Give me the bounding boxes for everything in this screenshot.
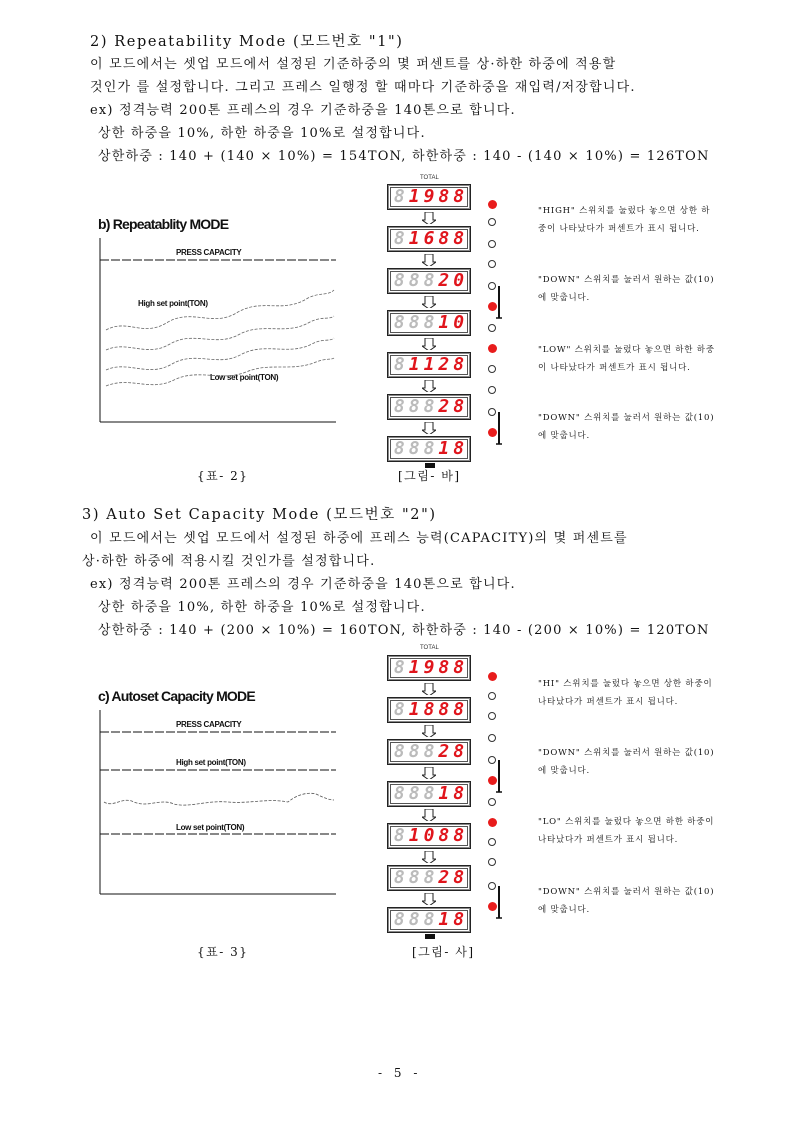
display-digit: 8 [408,396,420,417]
display-digit: 8 [393,396,405,417]
display-digit: 8 [453,783,465,804]
display-digit: 2 [438,741,450,762]
down-arrow-icon [422,212,436,224]
display-digit: 8 [453,825,465,846]
display-digit: 8 [453,186,465,207]
display-digit: 8 [393,867,405,888]
display-digit: 8 [423,270,435,291]
section3-line-4: 상한 하중을 10%, 하한 하중을 10%로 설정합니다. [98,600,426,615]
seven-segment-display [387,655,471,681]
display-digits [390,910,468,930]
note-2-2: "DOWN" 스위치를 눌러서 원하는 값(10)에 맞춥니다. [538,275,715,303]
down-arrow-icon [422,767,436,779]
down-arrow-icon [422,296,436,308]
display-digit: 1 [408,186,420,207]
section2-line-5: 상한하중 : 140 + (140 × 10%) = 154TON, 하한하중 : 140 - (140 × 10%) = 126TON [98,149,710,164]
led-indicator [488,818,497,827]
seven-segment-display [387,781,471,807]
section3-line-1: 이 모드에서는 셋업 모드에서 설정된 하중에 프레스 능력(CAPACITY)의 몇 퍼센트를 [90,531,628,546]
display-digit: 2 [438,867,450,888]
autoset-press-capacity-label: PRESS CAPACITY [176,720,242,729]
display-digit: 1 [408,228,420,249]
section3-line-2: 상·하한 하중에 적용시킬 것인가를 설정합니다. [82,554,376,569]
seven-segment-display [387,268,471,294]
display-digit: 0 [453,270,465,291]
autoset-chart-svg [98,682,338,897]
note-3-3: "LO" 스위치를 눌렀다 놓으면 하한 하중이 나타났다가 퍼센트가 표시 됩니다. [538,817,715,845]
display-digit: 0 [453,312,465,333]
autoset-low-label: Low set point(TON) [176,823,245,832]
led-indicator [488,240,496,248]
display-digit: 8 [438,228,450,249]
display-digit: 8 [453,396,465,417]
display-digit: 8 [423,741,435,762]
switch-press-indicator [494,282,504,322]
display-digit: 8 [393,741,405,762]
display-digit: 8 [438,657,450,678]
display-digit: 8 [453,699,465,720]
repeatability-press-capacity-label: PRESS CAPACITY [176,248,242,257]
autoset-chart-title: c) Autoset Capacity MODE [98,688,255,704]
led-indicator [488,218,496,226]
display-digits [390,271,468,291]
display-digit: 1 [438,438,450,459]
led-indicator [488,324,496,332]
section3-line-3: ex) 정격능력 200톤 프레스의 경우 기준하중을 140톤으로 합니다. [90,577,516,592]
display-digit: 1 [408,354,420,375]
display-digit: 2 [438,270,450,291]
display-digit: 8 [408,270,420,291]
display-digits [390,700,468,720]
led-indicator [488,260,496,268]
led-indicator [488,798,496,806]
display-digit: 8 [393,909,405,930]
display-digit: 8 [408,741,420,762]
section2-heading: 2) Repeatability Mode (모드번호 "1") [90,34,404,50]
display-digit: 8 [393,783,405,804]
seven-segment-display [387,226,471,252]
display-digit: 9 [423,657,435,678]
down-arrow-icon [422,851,436,863]
repeatability-low-label: Low set point(TON) [210,373,279,382]
display-digit: 8 [393,699,405,720]
switch-press-indicator [494,882,504,922]
note-2-4: "DOWN" 스위치를 눌러서 원하는 값(10)에 맞춥니다. [538,413,715,441]
display-digit: 8 [408,312,420,333]
display-digits [390,868,468,888]
led-indicator [488,344,497,353]
seven-segment-display [387,394,471,420]
section3-heading: 3) Auto Set Capacity Mode (모드번호 "2") [82,507,437,523]
display-digits [390,439,468,459]
switch-press-indicator [494,756,504,796]
down-arrow-icon [422,725,436,737]
display-digit: 8 [423,699,435,720]
section3-line-5: 상한하중 : 140 + (200 × 10%) = 160TON, 하한하중 : 140 - (200 × 10%) = 120TON [98,623,710,638]
led-indicator [488,712,496,720]
total-label-3: TOTAL [420,645,439,651]
down-arrow-icon [422,422,436,434]
display-digit: 8 [423,783,435,804]
display-digit: 8 [438,825,450,846]
section2-line-4: 상한 하중을 10%, 하한 하중을 10%로 설정합니다. [98,126,426,141]
display-digit: 8 [423,867,435,888]
seven-segment-display [387,352,471,378]
display-digit: 8 [393,228,405,249]
display-digit: 8 [453,228,465,249]
table-caption-2: {표- 2} [197,469,249,483]
display-digit: 8 [408,438,420,459]
down-arrow-icon [422,893,436,905]
total-label-2: TOTAL [420,175,439,181]
display-digit: 8 [393,354,405,375]
led-indicator [488,734,496,742]
down-arrow-icon [422,380,436,392]
note-3-2: "DOWN" 스위치를 눌러서 원하는 값(10)에 맞춥니다. [538,748,715,776]
display-digit: 1 [408,825,420,846]
display-digit: 8 [453,909,465,930]
display-digit: 8 [453,657,465,678]
down-arrow-icon [422,338,436,350]
seven-segment-display [387,310,471,336]
display-digit: 8 [393,186,405,207]
display-digits [390,313,468,333]
display-digits [390,658,468,678]
led-indicator [488,365,496,373]
switch-press-indicator [494,408,504,448]
display-digit: 8 [453,354,465,375]
display-digits [390,229,468,249]
display-digit: 8 [393,825,405,846]
display-digit: 1 [408,657,420,678]
display-digit: 1 [408,699,420,720]
display-digit: 1 [438,909,450,930]
autoset-chart [98,682,338,897]
note-3-1: "HI" 스위치를 눌렀다 놓으면 상한 하중이 나타났다가 퍼센트가 표시 됩니다. [538,679,713,707]
display-digit: 1 [423,354,435,375]
display-digit: 2 [438,396,450,417]
led-indicator [488,692,496,700]
display-digit: 0 [423,825,435,846]
display-digit: 9 [423,186,435,207]
display-digits [390,187,468,207]
page-number: - 5 - [378,1066,422,1080]
led-indicator [488,672,497,681]
seven-segment-display [387,697,471,723]
note-3-4: "DOWN" 스위치를 눌러서 원하는 값(10)에 맞춥니다. [538,887,715,915]
display-digits [390,784,468,804]
note-2-1: "HIGH" 스위치를 눌렀다 놓으면 상한 하중이 나타났다가 퍼센트가 표시 됩니다. [538,206,711,234]
display-digit: 8 [408,909,420,930]
display-digit: 8 [438,186,450,207]
display-digit: 6 [423,228,435,249]
display-digit: 1 [438,783,450,804]
display-digit: 8 [453,438,465,459]
display-digits [390,397,468,417]
seven-segment-display [387,184,471,210]
display-digit: 2 [438,354,450,375]
display-base-bar [425,934,435,939]
figure-caption-2: [그림- 바] [398,469,461,483]
down-arrow-icon [422,809,436,821]
figure-caption-3: [그림- 사] [412,945,475,959]
seven-segment-display [387,865,471,891]
led-indicator [488,386,496,394]
display-digit: 8 [393,270,405,291]
display-digit: 8 [423,909,435,930]
display-digit: 8 [438,699,450,720]
display-digit: 8 [408,867,420,888]
repeatability-chart-svg [98,210,338,425]
display-digit: 8 [453,867,465,888]
down-arrow-icon [422,683,436,695]
seven-segment-display [387,436,471,462]
display-digit: 8 [393,312,405,333]
led-indicator [488,200,497,209]
repeatability-high-label: High set point(TON) [138,299,208,308]
display-digit: 8 [393,438,405,459]
led-indicator [488,858,496,866]
seven-segment-display [387,907,471,933]
section2-line-1: 이 모드에서는 셋업 모드에서 설정된 기준하중의 몇 퍼센트를 상·하한 하중에 적용할 [90,57,617,72]
display-digit: 8 [393,657,405,678]
section2-line-3: ex) 정격능력 200톤 프레스의 경우 기준하중을 140톤으로 합니다. [90,103,516,118]
table-caption-3: {표- 3} [197,945,249,959]
display-digit: 1 [438,312,450,333]
seven-segment-display [387,823,471,849]
section2-line-2: 것인가 를 설정합니다. 그리고 프레스 일행정 할 때마다 기준하중을 재입력/저장합니다. [90,80,636,95]
repeatability-chart-title: b) Repeatablity MODE [98,216,229,232]
display-digit: 8 [423,438,435,459]
display-digits [390,826,468,846]
display-digit: 8 [408,783,420,804]
display-digit: 8 [423,312,435,333]
autoset-high-label: High set point(TON) [176,758,246,767]
down-arrow-icon [422,254,436,266]
display-digit: 8 [453,741,465,762]
display-digits [390,742,468,762]
note-2-3: "LOW" 스위치를 눌렀다 놓으면 하한 하중이 나타났다가 퍼센트가 표시 됩니다. [538,345,715,373]
led-indicator [488,838,496,846]
display-digit: 8 [423,396,435,417]
seven-segment-display [387,739,471,765]
display-digits [390,355,468,375]
repeatability-chart [98,210,338,425]
